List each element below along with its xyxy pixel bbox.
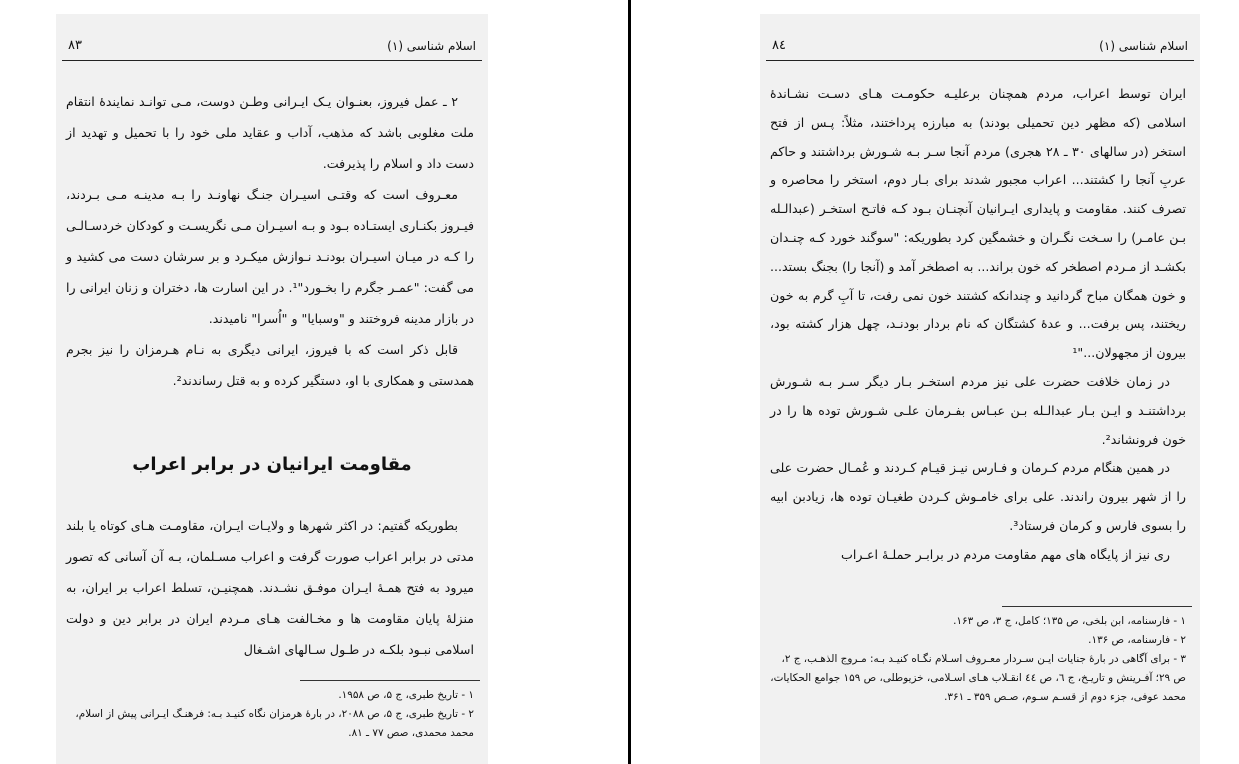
page-header	[766, 36, 1194, 56]
running-title: اسلام شناسی (۱)	[387, 39, 476, 53]
page-header	[62, 36, 482, 56]
paragraph: ایران توسط اعراب، مردم همچنان برعلیـه حکومـت هـای دسـت نشـاندهٔ اسلامی (که مظهر دین تحمیلی بودند) به مبارزه پرداختند، مثلاً: پـس از فتح استخر (در سالهای ۳۰ ـ ۲۸ هجری) مردم آنجا سـر بـه شـورش برداشتند و حاکم عربِ آنجا را کشتند... اعراب مجبور شدند برای بـار دوم، استخر را محاصره و تصرف کنند. مقاومت و پایداری ایـرانیان آنچنـان بـود کـه فاتـح استخـر (عبدالـله بـن عامـر) را سـخت نگـران و خشمگین کرد بطوریکه: "سوگند خورد کـه چنـدان بکشـد از مـردم اصطخر که خون براند... به اصطخر آمد و (آنجا را) بجنگ بستد... و خون همگان مباح گردانید و چندانکه کشتند خون نمی رفت، تا آبِ گرم به خون ریختند، پس برفت... و عدهٔ کشتگان که نام بردار بودنـد، چهل هزار کشته بود، بیرون از مجهولان..."¹	[770, 86, 1186, 361]
paragraph: در زمان خلافت حضرت علی نیز مردم استخـر بـار دیگر سـر بـه شـورش برداشتنـد و ایـن بـار عبدالـله بـن عبـاس بفـرمان علـی شـورش توده ها را در خون فرونشاند².	[770, 373, 1186, 447]
paragraph: معـروف است که وقتـی اسیـران جنـگ نهاونـد را بـه مدینـه مـی بـردند، فیـروز بکنـاری ایستـاده بـود و بـه اسیـران مـی نگریسـت و کودکان خردسـالـی را کـه در میـان اسیـران بودنـد نـوازش میکـرد و بر سرشان دست می کشید و می گفت: "عمـر جگرم را بخـورد"¹. در این اسارت ها، دختران و زنان ایرانی را در بازار مدینه فروختند و "وسبایا" و "اُسرا" نامیدند.	[66, 187, 475, 326]
footnotes	[770, 612, 1186, 707]
footnote: ۲ - فارسنامه، ص ۱۳۶.	[1088, 634, 1186, 646]
footnote-rule	[300, 680, 480, 681]
footnote: ۳ - برای آگاهی در بارهٔ جنایات ایـن سـردار معـروف اسـلام نگـاه کنیـد بـه: مـروج الذهـب، ج ۲، ص ۲۹؛ آفـرینش و تاریـخ، ج ٦، ص ٤٤ انقـلاب هـای اسـلامی، خزیوطلی، ص ۱۵۹ جوامع الحکایات، محمد عوفی، جزء دوم از قسـم سـوم، صـص ۳۵۹ ـ ۳۶۱.	[770, 653, 1186, 703]
page-divider	[628, 0, 631, 764]
footnote: ۲ - تاریخ طبری، ج ۵، ص ۲۰۸۸، در بارهٔ هرمزان نگاه کنیـد بـه: فرهنـگ ایـرانی پیش از اسلام، محمد محمدی، صص ۷۷ ـ ۸۱.	[75, 708, 474, 739]
section-heading: مقاومت ایرانیان در برابر اعراب	[132, 454, 412, 475]
header-rule	[62, 60, 482, 61]
paragraph: ۲ ـ عمل فیروز، بعنـوان یـک ایـرانی وطـن دوست، مـی توانـد نمایندهٔ انتقام ملت مغلوبی باشد که مذهب، آداب و عقاید ملی خود را با تحمیل و تهدید از دست داد و اسلام را پذیرفت.	[66, 94, 474, 171]
body-text	[66, 510, 474, 665]
left-page	[56, 14, 488, 764]
footnote: ۱ - فارسنامه، ابن بلخی، ص ۱۳۵؛ کامل، ج ۳، ص ۱۶۳.	[953, 615, 1186, 627]
header-rule	[766, 60, 1194, 61]
page-number: ۸۳	[68, 38, 82, 53]
right-page	[760, 14, 1200, 764]
page-number: ۸٤	[772, 38, 786, 53]
paragraph: بطوریکه گفتیم: در اکثر شهرها و ولایـات ایـران، مقاومـت هـای کوتاه یا بلند مدتی در برابر اعراب صورت گرفت و اعراب مسـلمان، بـه آن آسانی که تصور میرود به فتح همـهٔ ایـران موفـق نشـدند. همچنیـن، تسلط اعراب بر ایران، به منزلهٔ پایان مقاومت ها و مخـالفت هـای مـردم ایران در برابر دین و دولت اسلامی نبـود بلکـه در طـول سـالهای اشـغال	[66, 518, 474, 657]
footnote-rule	[1002, 606, 1192, 607]
running-title: اسلام شناسی (۱)	[1099, 39, 1188, 53]
paragraph: قابل ذکر است که با فیروز، ایرانی دیگری به نـام هـرمزان را نیز بجرم همدستی و همکاری با او، دستگیر کرده و به قتل رساندند².	[66, 342, 474, 388]
footnote: ۱ - تاریخ طبری، ج ۵، ص ۱۹۵۸.	[338, 689, 474, 701]
body-text	[770, 80, 1186, 570]
body-text	[66, 86, 474, 396]
footnotes	[66, 686, 474, 743]
paragraph: ری نیز از پایگاه های مهم مقاومت مردم در برابـر حملـهٔ اعـراب	[840, 546, 1170, 562]
paragraph: در همین هنگام مردم کـرمان و فـارس نیـز قیـام کـردند و عُمـال حضرت علی را از شهر بیرون راندند. علی برای خامـوش کـردن طغیـان توده ها، زیادبن ابیه را بسوی فارس و کرمان فرستاد³.	[770, 460, 1186, 533]
